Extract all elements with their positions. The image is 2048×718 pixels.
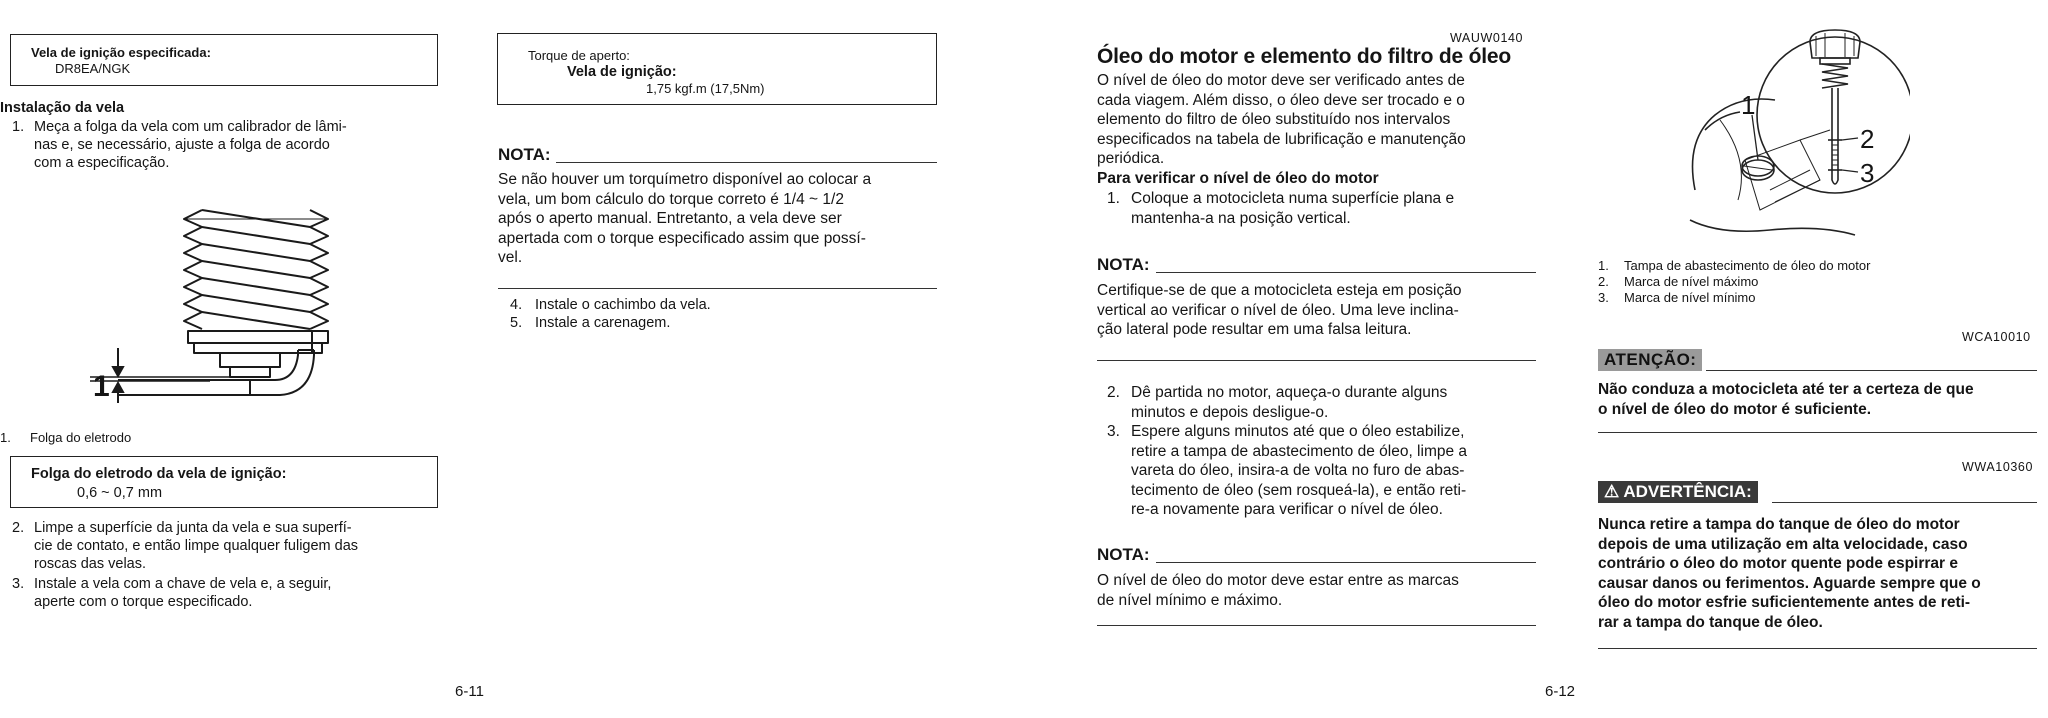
warning-line: óleo do motor esfrie suficientemente antes de reti- xyxy=(1598,594,1971,611)
step-line: Limpe a superfície da junta da vela e sua superfí- xyxy=(34,520,352,536)
nota-line: após o aperto manual. Entretanto, a vela deve ser xyxy=(498,210,842,227)
figure-callout-3: 3 xyxy=(1860,158,1875,188)
step-line: aperte com o torque especificado. xyxy=(34,594,253,610)
torque-label: Torque de aperto: xyxy=(528,48,630,63)
warning-line: rar a tampa do tanque de óleo. xyxy=(1598,613,1823,631)
nota-end-rule xyxy=(1097,625,1536,626)
subsection-title: Para verificar o nível de óleo do motor xyxy=(1097,170,1379,187)
nota-label: NOTA: xyxy=(1097,545,1150,564)
nota-line: ção lateral pode resultar em uma falsa leitura. xyxy=(1097,321,1412,338)
legend-number: 3. xyxy=(1598,290,1609,305)
torque-value: 1,75 kgf.m (17,5Nm) xyxy=(646,81,765,96)
torque-title: Vela de ignição: xyxy=(567,64,677,80)
warning-label-text: ADVERTÊNCIA: xyxy=(1623,482,1752,501)
nota-line: apertada com o torque especificado assim que possí- xyxy=(498,229,866,247)
nota-body xyxy=(498,170,948,268)
legend-text: Marca de nível máximo xyxy=(1624,274,1759,289)
step-line: com a especificação. xyxy=(34,155,170,171)
legend-item xyxy=(1598,274,1958,290)
warning-end-rule xyxy=(1598,648,2037,649)
step-line: Meça a folga da vela com um calibrador de lâmi- xyxy=(34,119,347,135)
step-line: mantenha-a na posição vertical. xyxy=(1131,209,1351,227)
warning-line: Nunca retire a tampa do tanque de óleo do motor xyxy=(1598,516,1960,533)
step-line: roscas das velas. xyxy=(34,556,147,572)
intro-line: especificados na tabela de lubrificação e manutenção xyxy=(1097,130,1466,148)
intro-line: elemento do filtro de óleo substituído nos intervalos xyxy=(1097,111,1451,128)
legend-text: Folga do eletrodo xyxy=(30,430,132,445)
electrode-gap-spec-box xyxy=(10,456,438,508)
step-number: 5. xyxy=(510,315,523,331)
warning-label xyxy=(1598,481,1758,503)
nota-line: vel. xyxy=(498,249,523,266)
step-number: 1. xyxy=(1107,190,1120,207)
nota-rule xyxy=(1156,272,1536,273)
legend-text: Marca de nível mínimo xyxy=(1624,290,1756,305)
spark-plug-spec-box xyxy=(10,34,438,86)
legend-number: 1. xyxy=(0,430,11,445)
warning-triangle-icon: ⚠ xyxy=(1604,482,1624,501)
warning-line: depois de uma utilização em alta velocidade, caso xyxy=(1598,535,1968,553)
step-number: 4. xyxy=(510,297,523,313)
nota-line: vertical ao verificar o nível de óleo. Uma leve inclina- xyxy=(1097,301,1459,319)
nota-end-rule xyxy=(1097,360,1536,361)
intro-line: O nível de óleo do motor deve ser verificado antes de xyxy=(1097,72,1465,89)
intro-line: cada viagem. Além disso, o óleo deve ser trocado e o xyxy=(1097,91,1465,109)
nota-line: Se não houver um torquímetro disponível ao colocar a xyxy=(498,171,872,188)
figure-callout-1: 1 xyxy=(93,370,110,403)
nota-line: vela, um bom cálculo do torque correto é 1/4 ~ 1/2 xyxy=(498,190,844,208)
spec-box-title: Vela de ignição especificada: xyxy=(31,45,211,60)
gap-box-value: 0,6 ~ 0,7 mm xyxy=(77,485,163,501)
warning-body xyxy=(1598,515,2048,632)
nota-line: O nível de óleo do motor deve estar entre as marcas xyxy=(1097,572,1459,589)
spark-plug-gap-illustration xyxy=(80,205,380,420)
step-line: vareta do óleo, insira-a de volta no furo de abas- xyxy=(1131,462,1465,479)
caution-label: ATENÇÃO: xyxy=(1598,349,1702,371)
nota2-body xyxy=(1097,571,1547,610)
nota-line: Certifique-se de que a motocicleta esteja em posição xyxy=(1097,282,1462,299)
warning-code: WWA10360 xyxy=(1962,460,2034,474)
step-number: 2. xyxy=(1107,384,1120,401)
caution-code: WCA10010 xyxy=(1962,330,2031,344)
warning-line: contrário o óleo do motor quente pode espirrar e xyxy=(1598,555,1958,572)
nota-line: de nível mínimo e máximo. xyxy=(1097,591,1283,609)
step-line: Espere alguns minutos até que o óleo estabilize, xyxy=(1131,423,1465,440)
step-number: 2. xyxy=(12,520,25,536)
intro-line: periódica. xyxy=(1097,150,1165,167)
step-line: cie de contato, e então limpe qualquer fuligem das xyxy=(34,538,359,554)
caution-body xyxy=(1598,380,2048,419)
caution-end-rule xyxy=(1598,432,2037,433)
step-number: 3. xyxy=(12,576,25,592)
step-line: retire a tampa de abastecimento de óleo, limpe a xyxy=(1131,442,1468,460)
step-line: tecimento de óleo (sem rosqueá-la), e então reti- xyxy=(1131,481,1467,499)
legend-item xyxy=(1598,290,1958,306)
warning-rule xyxy=(1772,502,2037,503)
step-line: minutos e depois desligue-o. xyxy=(1131,403,1329,421)
nota-rule xyxy=(556,162,937,163)
spec-box-value: DR8EA/NGK xyxy=(55,61,131,76)
caution-line: Não conduza a motocicleta até ter a certeza de que xyxy=(1598,381,1974,398)
step-number: 3. xyxy=(1107,423,1120,440)
page-title: Óleo do motor e elemento do filtro de óleo xyxy=(1097,45,1511,68)
page-number-left: 6-11 xyxy=(455,683,484,700)
page-number-right: 6-12 xyxy=(1545,683,1576,700)
nota-label: NOTA: xyxy=(498,145,551,164)
legend-number: 2. xyxy=(1598,274,1609,289)
legend-text: Tampa de abastecimento de óleo do motor xyxy=(1624,258,1871,273)
legend-number: 1. xyxy=(1598,258,1609,273)
torque-spec-box xyxy=(497,33,937,105)
figure-legend xyxy=(1598,258,1958,306)
section-code: WAUW0140 xyxy=(1450,31,1524,45)
figure-callout-2: 2 xyxy=(1860,124,1875,154)
caution-rule xyxy=(1706,370,2037,371)
nota-end-rule xyxy=(498,288,937,289)
step-text: Instale o cachimbo da vela. xyxy=(535,297,711,313)
step-line: re-a novamente para verificar o nível de óleo. xyxy=(1131,501,1443,518)
step-line: nas e, se necessário, ajuste a folga de acordo xyxy=(34,137,330,153)
step-line: Instale a vela com a chave de vela e, a seguir, xyxy=(34,576,332,592)
nota-rule xyxy=(1156,562,1536,563)
step-line: Coloque a motocicleta numa superfície plana e xyxy=(1131,190,1455,207)
step-number: 1. xyxy=(12,119,25,135)
oil-dipstick-illustration xyxy=(1680,20,1910,245)
figure-callout-1: 1 xyxy=(1741,90,1756,120)
step-line: Dê partida no motor, aqueça-o durante alguns xyxy=(1131,384,1448,401)
legend-item xyxy=(1598,258,1958,274)
step-text: Instale a carenagem. xyxy=(535,315,671,331)
caution-line: o nível de óleo do motor é suficiente. xyxy=(1598,400,1872,418)
intro-paragraph xyxy=(1097,71,1547,169)
warning-line: causar danos ou ferimentos. Aguarde sempre que o xyxy=(1598,574,1981,592)
nota1-body xyxy=(1097,281,1547,340)
nota-label: NOTA: xyxy=(1097,255,1150,274)
gap-box-title: Folga do eletrodo da vela de ignição: xyxy=(31,466,287,482)
section-title-installation: Instalação da vela xyxy=(0,100,125,116)
